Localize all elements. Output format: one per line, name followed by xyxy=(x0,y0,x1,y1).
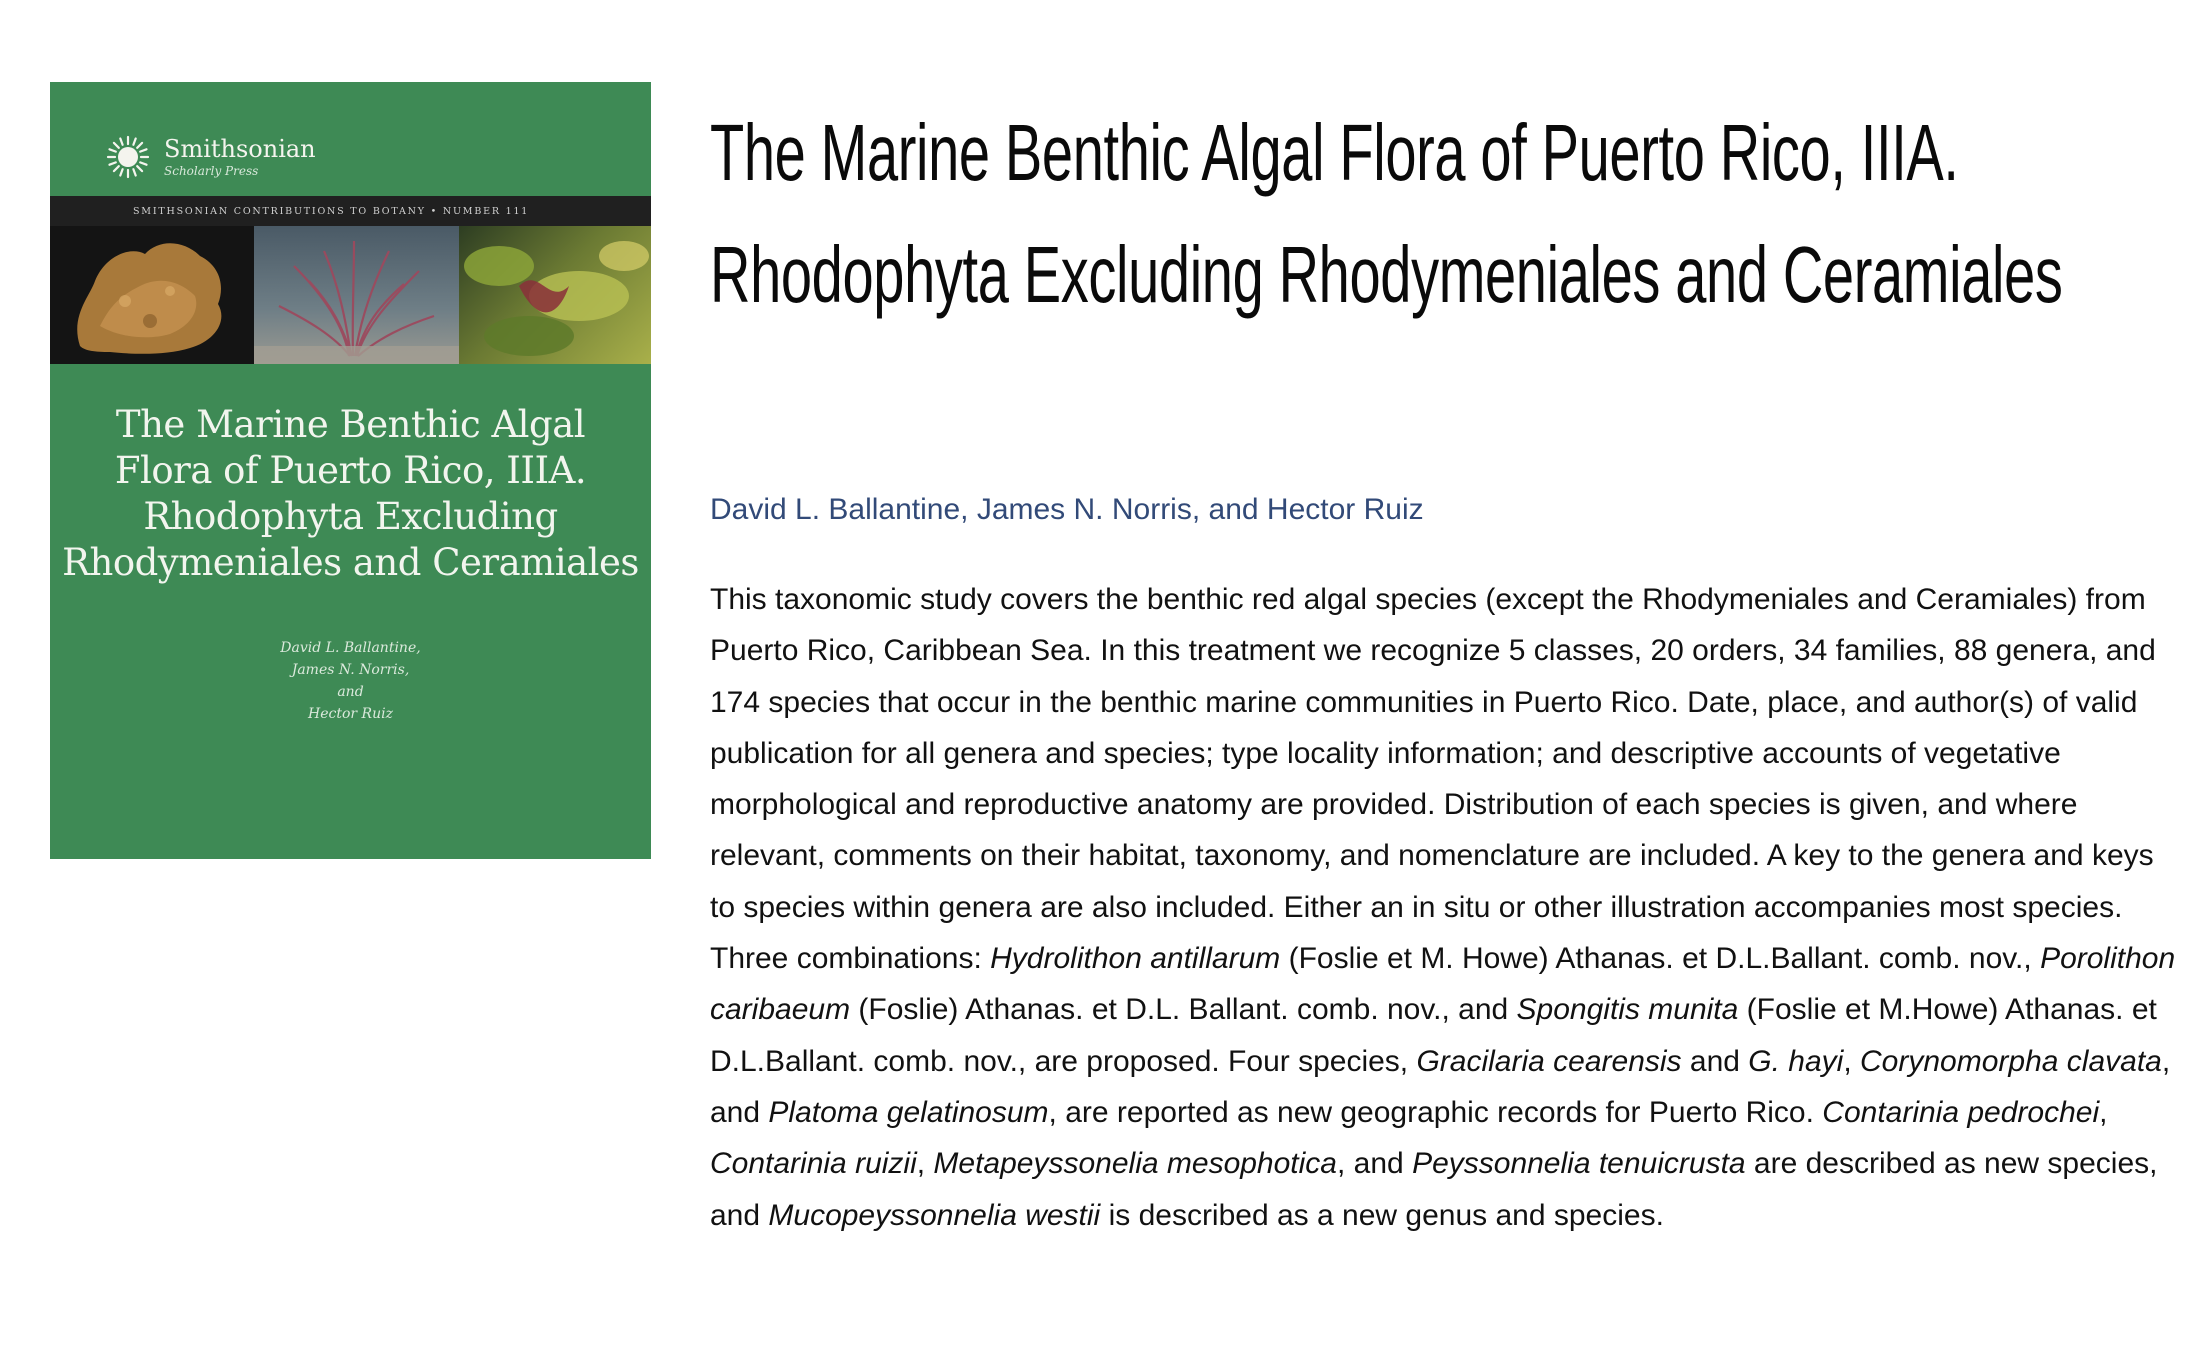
cover-photo-coralline xyxy=(50,226,254,364)
abstract xyxy=(710,574,2185,1241)
cover-photo-strip xyxy=(50,226,651,364)
abstract-text: , and xyxy=(710,1044,2171,1129)
abstract-text: This taxonomic study covers the benthic red algal species (except the Rhodymeniales and Ceramiales) from Puerto Rico, Caribbean Sea. In this treatment we recognize 5 classes, 20 orders, 34 families, 88 genera, and 174 species that occur in the benthic marine communities in Puerto Rico. Date, place, and author(s) of valid publication for all genera and species; type locality information; and descriptive accounts of vegetative morphological and reproductive anatomy are provided. Distribution of each species is given, and where relevant, comments on their habitat, taxonomy, and nomenclature are included. A key to the genera and keys to species within genera are also included. Either an in situ or other illustration accompanies most species. Three combinations: xyxy=(710,583,2156,976)
species-name: Mucopeyssonnelia westii xyxy=(768,1198,1101,1232)
species-name: Platoma gelatinosum xyxy=(768,1095,1049,1129)
publisher-subtitle: Scholarly Press xyxy=(164,164,259,178)
book-cover xyxy=(50,82,651,859)
species-name: Peyssonnelia tenuicrusta xyxy=(1412,1147,1746,1181)
abstract-text: , are reported as new geographic records for Puerto Rico. xyxy=(1048,1095,1823,1129)
species-name: Corynomorpha clavata xyxy=(1860,1044,2162,1078)
smithsonian-sunburst-icon xyxy=(106,135,150,179)
cover-photo-green-algae xyxy=(459,226,651,364)
cover-authors: David L. Ballantine, James N. Norris, and Hector Ruiz xyxy=(280,640,421,722)
abstract-text: (Foslie) Athanas. et D.L. Ballant. comb. nov., and xyxy=(850,993,1517,1027)
authors-link[interactable]: David L. Ballantine, James N. Norris, and Hector Ruiz xyxy=(710,493,1424,526)
species-name: Contarinia ruizii xyxy=(710,1147,917,1181)
species-name: G. hayi xyxy=(1748,1044,1844,1078)
abstract-text: are described as new species, and xyxy=(710,1147,2158,1232)
abstract-text: , xyxy=(2099,1095,2108,1129)
cover-photo-red-algae xyxy=(254,226,459,364)
abstract-text: and xyxy=(1681,1044,1749,1078)
species-name: Gracilaria cearensis xyxy=(1416,1044,1682,1078)
species-name: Porolithon caribaeum xyxy=(710,942,2176,1027)
publisher-logo xyxy=(106,132,316,182)
series-bar: SMITHSONIAN CONTRIBUTIONS TO BOTANY • NUMBER 111 xyxy=(50,196,651,226)
species-name: Contarinia pedrochei xyxy=(1822,1095,2100,1129)
abstract-text: is described as a new genus and species. xyxy=(1100,1198,1664,1232)
abstract-text: , and xyxy=(1337,1147,1413,1181)
abstract-text: (Foslie et M.Howe) Athanas. et D.L.Ballant. comb. nov., are proposed. Four species, xyxy=(710,993,2157,1078)
book-details xyxy=(710,92,2180,1271)
species-name: Metapeyssonelia mesophotica xyxy=(933,1147,1337,1181)
species-name: Hydrolithon antillarum xyxy=(990,942,1281,976)
species-name: Spongitis munita xyxy=(1516,993,1739,1027)
cover-title: The Marine Benthic Algal Flora of Puerto Rico, IIIA. Rhodophyta Excluding Rhodymeniales and Ceramiales xyxy=(62,403,639,584)
abstract-text: (Foslie et M. Howe) Athanas. et D.L.Ballant. comb. nov., xyxy=(1280,942,2041,976)
abstract-text: , xyxy=(916,1147,934,1181)
publisher-name: Smithsonian xyxy=(164,135,316,163)
abstract-text: , xyxy=(1843,1044,1861,1078)
page-title: The Marine Benthic Algal Flora of Puerto Rico, IIIA. Rhodophyta Excluding Rhodymeniales and Ceramiales xyxy=(710,108,2063,319)
